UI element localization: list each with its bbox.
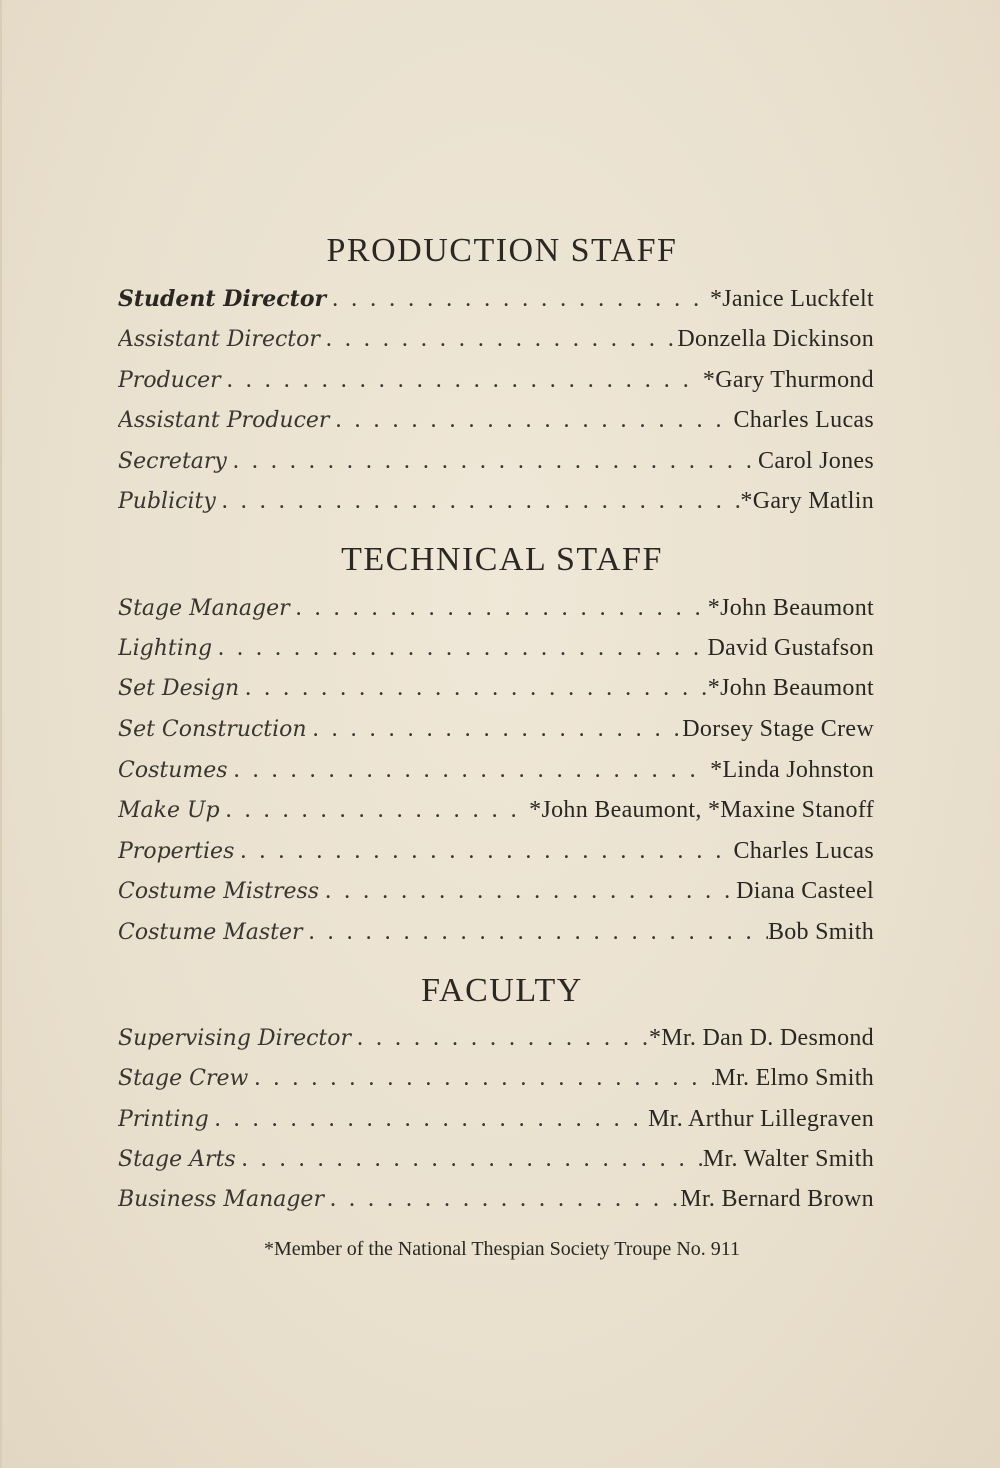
credit-role: Printing: [118, 1107, 209, 1132]
credit-role: Lighting: [118, 636, 213, 661]
credit-row: [118, 915, 874, 949]
credit-row: [118, 671, 874, 705]
credit-name: *Linda Johnston: [710, 757, 874, 783]
credit-name: Mr. Walter Smith: [702, 1146, 874, 1172]
credit-name: Diana Casteel: [736, 878, 874, 904]
footnote: *Member of the National Thespian Society Troupe No. 911: [263, 1238, 741, 1260]
credit-row: [118, 591, 874, 625]
dot-leader: [236, 1142, 703, 1176]
credit-role: Supervising Director: [118, 1026, 352, 1051]
credit-row: [118, 631, 874, 665]
faculty-heading: FACULTY: [421, 972, 583, 1009]
credit-name: Charles Lucas: [733, 407, 874, 433]
dot-leader: [228, 753, 711, 787]
credit-role: Stage Crew: [118, 1066, 249, 1091]
dot-leader: [248, 1061, 714, 1095]
credit-role: Assistant Director: [118, 327, 320, 352]
credit-role: Secretary: [118, 449, 227, 474]
dot-leader: [329, 403, 733, 437]
credit-name: *John Beaumont: [707, 675, 874, 701]
credit-row: [118, 282, 874, 316]
dot-leader: [221, 363, 703, 397]
credit-row: [118, 753, 874, 787]
dot-leader: [290, 591, 708, 625]
credit-row: [118, 874, 874, 908]
dot-leader: [234, 834, 733, 868]
credit-name: Mr. Arthur Lillegraven: [648, 1106, 874, 1132]
credit-name: Bob Smith: [767, 919, 874, 945]
credit-role: Assistant Producer: [118, 408, 330, 433]
credit-row: [118, 322, 874, 356]
credit-name: Dorsey Stage Crew: [682, 716, 874, 742]
credit-name: *Gary Thurmond: [702, 367, 874, 393]
credit-name: Mr. Elmo Smith: [714, 1065, 874, 1091]
credit-row: [118, 1021, 874, 1055]
credit-role: Costume Master: [118, 920, 303, 945]
credit-role: Properties: [118, 839, 235, 864]
credit-name: *Janice Luckfelt: [709, 286, 874, 312]
production-staff-heading: PRODUCTION STAFF: [326, 232, 678, 269]
credit-name: Carol Jones: [758, 448, 874, 474]
credit-role: Student Director: [118, 286, 327, 312]
technical-staff-heading: TECHNICAL STAFF: [341, 541, 663, 578]
credit-row: [118, 1142, 874, 1176]
credit-row: [118, 793, 874, 827]
credit-role: Stage Manager: [118, 596, 290, 621]
credit-name: *John Beaumont: [707, 595, 874, 621]
credit-row: [118, 712, 874, 746]
dot-leader: [303, 915, 768, 949]
dot-leader: [239, 671, 708, 705]
credit-role: Producer: [118, 368, 221, 393]
credit-role: Set Construction: [118, 717, 307, 742]
dot-leader: [319, 874, 736, 908]
credit-row: [118, 403, 874, 437]
dot-leader: [212, 631, 707, 665]
credit-name: Donzella Dickinson: [677, 326, 874, 352]
dot-leader: [307, 712, 683, 746]
dot-leader: [351, 1021, 649, 1055]
credit-row: [118, 484, 874, 518]
credit-name: *Mr. Dan D. Desmond: [648, 1025, 874, 1051]
credit-role: Set Design: [118, 676, 240, 701]
credit-role: Business Manager: [118, 1187, 324, 1212]
credit-role: Publicity: [118, 489, 216, 514]
credit-name: Charles Lucas: [733, 838, 874, 864]
credit-row: [118, 363, 874, 397]
credit-row: [118, 1061, 874, 1095]
dot-leader: [320, 322, 677, 356]
credit-name: *Gary Matlin: [740, 488, 874, 514]
credit-role: Make Up: [118, 798, 220, 823]
credit-row: [118, 1102, 874, 1136]
credit-name: David Gustafson: [707, 635, 874, 661]
dot-leader: [324, 1182, 680, 1216]
dot-leader: [220, 793, 530, 827]
credit-name: Mr. Bernard Brown: [680, 1186, 874, 1212]
dot-leader: [227, 444, 758, 478]
credit-role: Costume Mistress: [118, 879, 320, 904]
credit-row: [118, 834, 874, 868]
dot-leader: [209, 1102, 648, 1136]
credit-name: *John Beaumont, *Maxine Stanoff: [529, 797, 874, 823]
credit-row: [118, 1182, 874, 1216]
dot-leader: [326, 282, 710, 316]
credit-row: [118, 444, 874, 478]
dot-leader: [216, 484, 741, 518]
credit-role: Stage Arts: [118, 1147, 236, 1172]
credit-role: Costumes: [118, 758, 228, 783]
